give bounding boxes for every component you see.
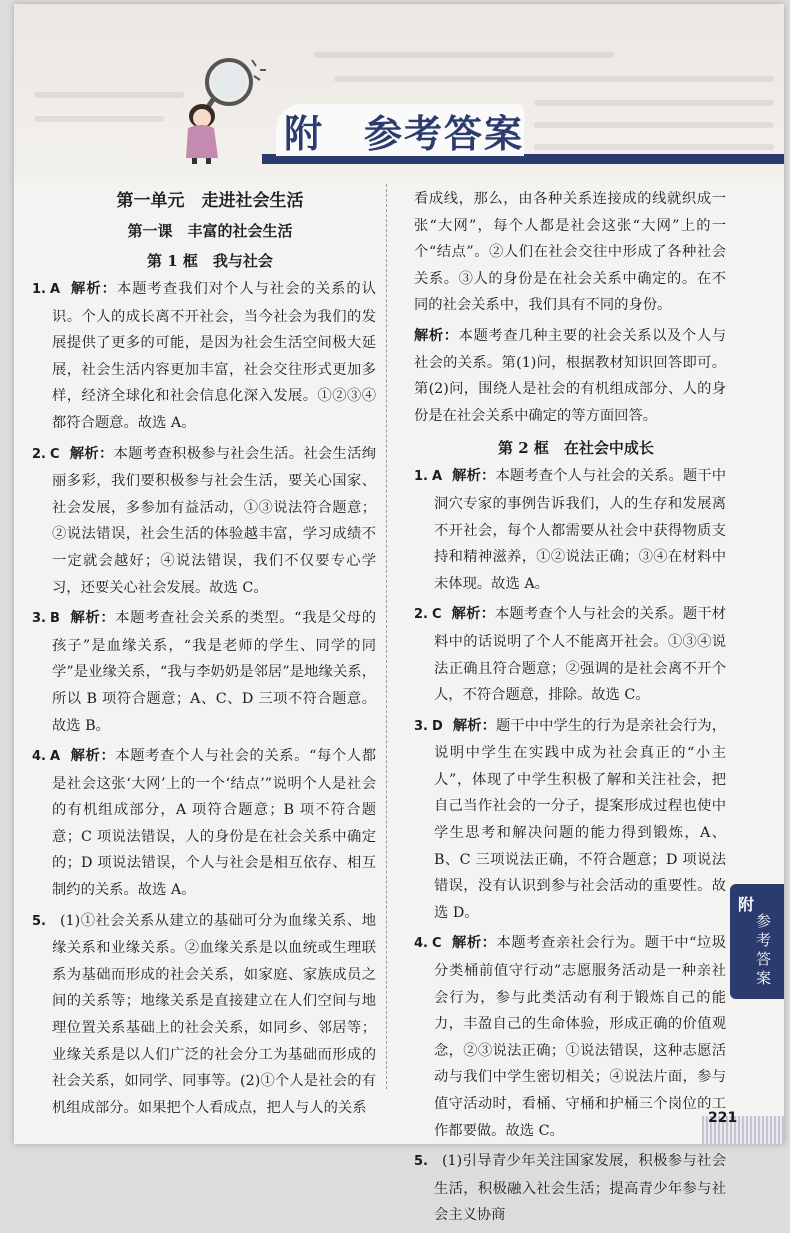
- answer-item: 2. C 解析：本题考查个人与社会的关系。题干材料中的话说明了个人不能离开社会。①③④说法正确且符合题意；②强调的是社会离不开个人，不符合题意，排除。故选 C。: [414, 606, 727, 704]
- answer-item: 4. C 解析：本题考查亲社会行为。题干中“垃圾分类桶前值守行动”志愿服务活动是一种亲社会行为，参与此类活动有利于锻炼自己的能力，丰盈自己的生命体验，形成正确的价值观念，②③说法正确；①说法错误，这种志愿活动与我们中学生密切相关；④说法片面，参与值守活动时，看桶、守桶和护桶三个岗位的工作都要做。故选 C。: [414, 935, 727, 1139]
- book-page: [14, 4, 784, 1224]
- answer-item: 5. (1)①社会关系从建立的基础可分为血缘关系、地缘关系和业缘关系。②血缘关系是以血统或生理联系为基础而形成的社会关系，如家庭、家族成员之间的关系等；地缘关系是直接建立在人们空间与地理位置关系基础上的社会关系，如同乡、邻居等；业缘关系是以人们广泛的社会分工为基础而形成的社会关系，如同学、同事等。(2)①个人是社会的有机组成部分。如果把个人看成点，把人与人的关系: [32, 912, 376, 1116]
- answer-item: 1. A 解析：本题考查个人与社会的关系。题干中洞穴专家的事例告诉我们，人的生存和发展离不开社会，每个人都需要从社会中获得物质支持和精神滋养，①②说法正确；③④在材料中未体现。故选 A。: [414, 468, 727, 592]
- side-tab: [730, 884, 784, 999]
- answer-item: 5. (1)引导青少年关注国家发展，积极参与社会生活，积极融入社会生活；提高青少年参与社会主义协商: [414, 1153, 726, 1224]
- side-tab-text: 参考答案: [756, 912, 772, 987]
- frame-1-title: 第 1 框 我与社会: [147, 252, 273, 270]
- lesson-title: 第一课 丰富的社会生活: [127, 222, 293, 240]
- page-number-wrap: [704, 1102, 784, 1144]
- right-column: [406, 186, 726, 1233]
- side-tab-fu: 附: [738, 895, 755, 914]
- answer-item: 3. B 解析：本题考查社会关系的类型。“我是父母的孩子”是血缘关系，“我是老师的学生、同学的同学”是业缘关系，“我与李奶奶是邻居”是地缘关系，所以 B 项符合题意；A、C、D 三项不符合题意。故选 B。: [32, 610, 377, 734]
- answer-item: 2. C 解析：本题考查积极参与社会生活。社会生活绚丽多彩，我们要积极参与社会生活，要关心国家、社会发展，多参加有益活动，①③说法符合题意；②说法错误，社会生活的体验越丰富，学习成绩不一定就会越好；④说法错误，我们不仅要专心学习，还要关心社会发展。故选 C。: [32, 445, 376, 596]
- left-column: [24, 186, 376, 1125]
- title-label-fu: 附: [284, 111, 325, 156]
- answer-item: 3. D 解析：题干中中学生的行为是亲社会行为，说明中学生在实践中成为社会真正的“小主人”，体现了中学生积极了解和关注社会，把自己当作社会的一分子，提案形成过程也使中学生思考和解决问题的能力得到锻炼，A、B、C 三项说法正确，不符合题意；D 项说法错误，没有认识到参与社会活动的重要性。故选 D。: [414, 717, 727, 921]
- unit-title: 第一单元 走进社会生活: [116, 191, 304, 211]
- page-number: 221: [708, 1110, 738, 1126]
- continued-analysis: 解析：本题考查几种主要的社会关系以及个人与社会的关系。第(1)问，根据教材知识回答即可。第(2)问，围绕人是社会的有机组成部分、人的身份是在社会关系中确定的等方面回答。: [414, 327, 726, 424]
- mascot-magnifier-icon: [174, 54, 274, 164]
- answer-item: 4. A 解析：本题考查个人与社会的关系。“每个人都是社会这张‘大网’上的一个‘结点’”说明个人是社会的有机组成部分，A 项符合题意；B 项不符合题意；C 项说法错误，人的身份是在社会关系中确定的；D 项说法错误，个人与社会是相互依存、相互制约的关系。故选 A。: [32, 748, 376, 899]
- answer-item: 1. A 解析：本题考查我们对个人与社会的关系的认识。个人的成长离不开社会，当今社会为我们的发展提供了更多的可能，是因为社会生活空间极大延展，社会生活内容更加丰富，社会交往形式更加多样，经济全球化和社会信息化深入发展。①②③④都符合题意。故选 A。: [32, 281, 377, 431]
- page-title: [284, 102, 524, 158]
- continued-answer: 看成线，那么，由各种关系连接成的线就织成一张“大网”，每个人都是社会这张“大网”上的一个“结点”。②人们在社会交往中形成了各种社会关系。③人的身份是在社会关系中确定的。在不同的社会关系中，我们具有不同的身份。: [414, 191, 726, 314]
- title-text: 参考答案: [364, 111, 525, 156]
- column-divider: [386, 184, 387, 1089]
- frame-2-title: 第 2 框 在社会中成长: [498, 439, 654, 458]
